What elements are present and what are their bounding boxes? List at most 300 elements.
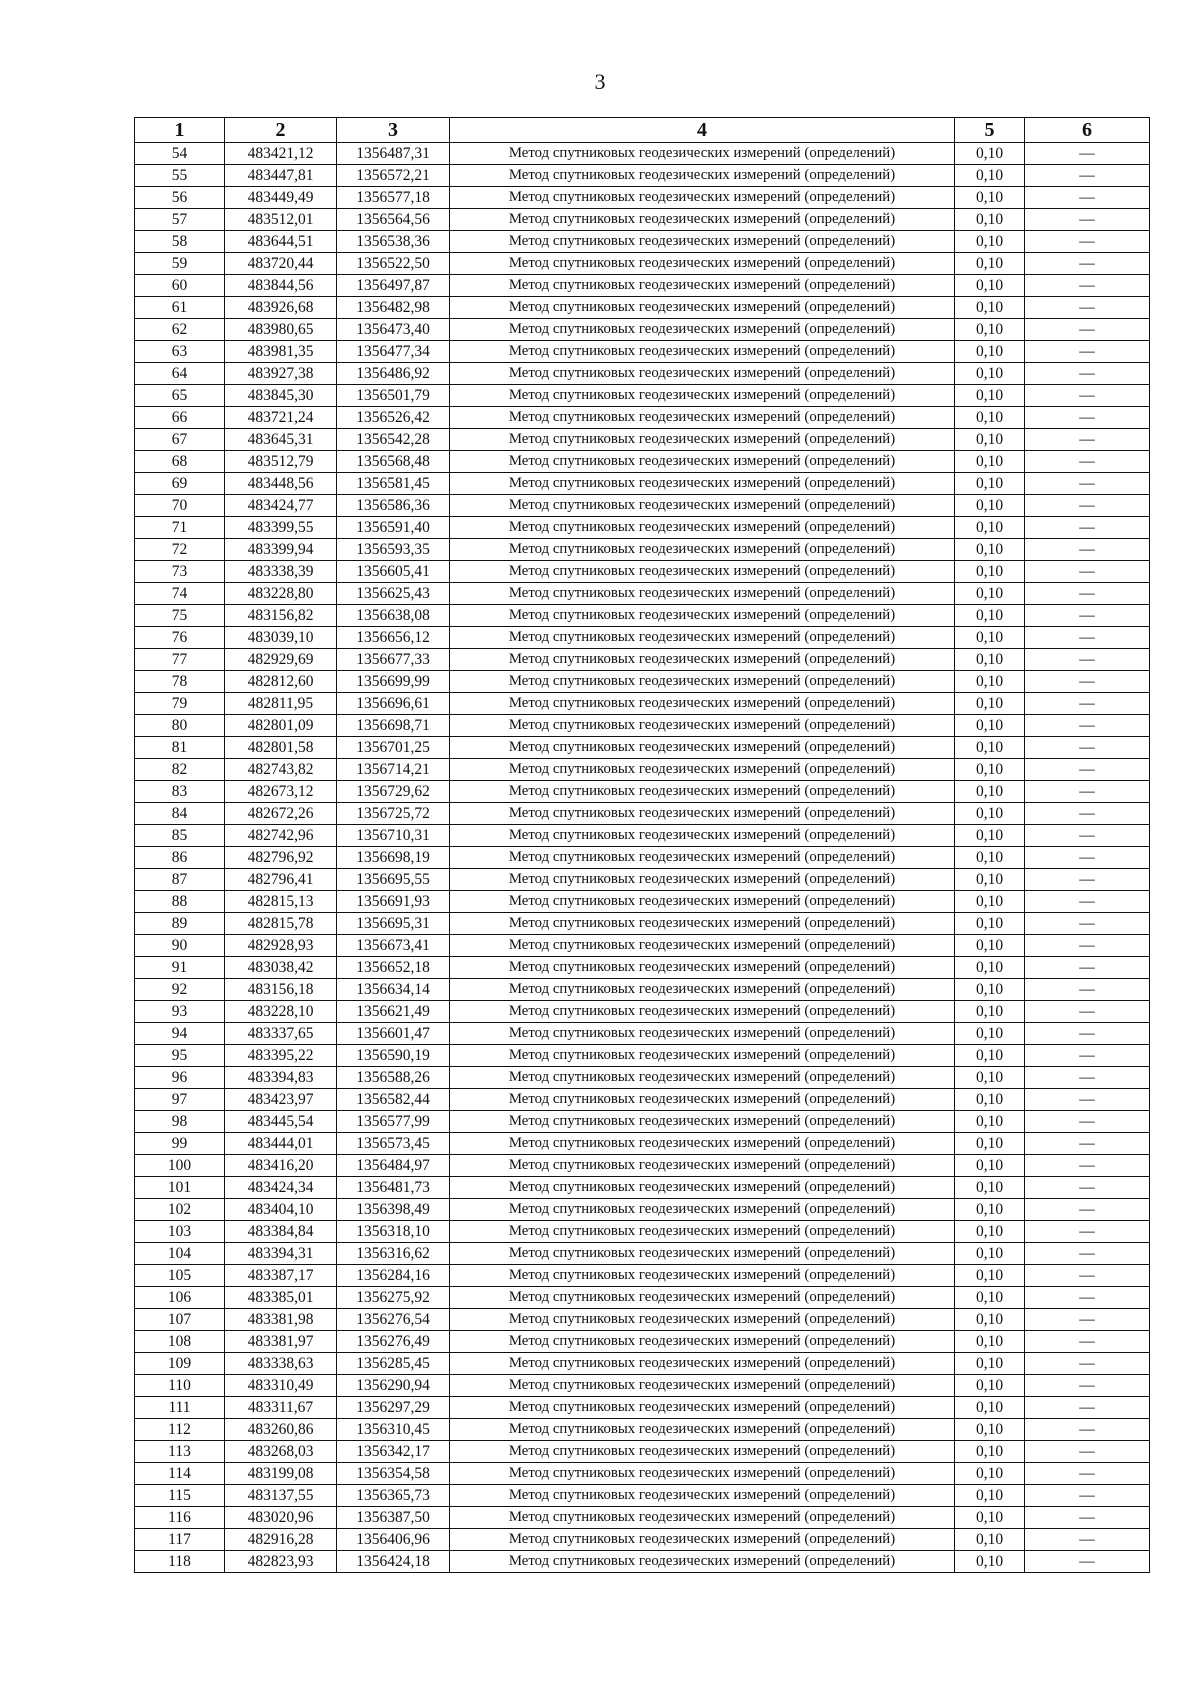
- table-row: [135, 715, 1150, 737]
- cell-accuracy: 0,10: [955, 1485, 1025, 1507]
- cell-accuracy: 0,10: [955, 517, 1025, 539]
- cell-y: 1356297,29: [337, 1397, 450, 1419]
- cell-x: 483424,77: [225, 495, 337, 517]
- cell-point-number: 95: [135, 1045, 225, 1067]
- cell-point-number: 87: [135, 869, 225, 891]
- cell-y: 1356387,50: [337, 1507, 450, 1529]
- table-row: [135, 781, 1150, 803]
- cell-accuracy: 0,10: [955, 407, 1025, 429]
- cell-y: 1356729,62: [337, 781, 450, 803]
- cell-accuracy: 0,10: [955, 363, 1025, 385]
- cell-point-number: 69: [135, 473, 225, 495]
- header-cell-method: 4: [450, 118, 955, 143]
- cell-x: 483310,49: [225, 1375, 337, 1397]
- cell-accuracy: 0,10: [955, 715, 1025, 737]
- cell-x: 482672,26: [225, 803, 337, 825]
- cell-description: —: [1025, 1419, 1150, 1441]
- cell-point-number: 84: [135, 803, 225, 825]
- cell-point-number: 79: [135, 693, 225, 715]
- cell-point-number: 57: [135, 209, 225, 231]
- cell-description: —: [1025, 1309, 1150, 1331]
- cell-method: Метод спутниковых геодезических измерений (определений): [450, 429, 955, 451]
- cell-y: 1356316,62: [337, 1243, 450, 1265]
- cell-point-number: 107: [135, 1309, 225, 1331]
- cell-description: —: [1025, 891, 1150, 913]
- cell-method: Метод спутниковых геодезических измерений (определений): [450, 495, 955, 517]
- cell-y: 1356497,87: [337, 275, 450, 297]
- cell-y: 1356484,97: [337, 1155, 450, 1177]
- cell-description: —: [1025, 1133, 1150, 1155]
- cell-accuracy: 0,10: [955, 1067, 1025, 1089]
- cell-method: Метод спутниковых геодезических измерений (определений): [450, 1463, 955, 1485]
- cell-point-number: 103: [135, 1221, 225, 1243]
- cell-point-number: 104: [135, 1243, 225, 1265]
- cell-x: 483156,18: [225, 979, 337, 1001]
- cell-point-number: 80: [135, 715, 225, 737]
- header-cell-description: 6: [1025, 118, 1150, 143]
- cell-accuracy: 0,10: [955, 1397, 1025, 1419]
- cell-description: —: [1025, 407, 1150, 429]
- cell-x: 483338,63: [225, 1353, 337, 1375]
- table-row: [135, 253, 1150, 275]
- table-row: [135, 1045, 1150, 1067]
- cell-y: 1356564,56: [337, 209, 450, 231]
- cell-y: 1356477,34: [337, 341, 450, 363]
- cell-x: 482796,92: [225, 847, 337, 869]
- cell-accuracy: 0,10: [955, 847, 1025, 869]
- cell-accuracy: 0,10: [955, 165, 1025, 187]
- table-row: [135, 803, 1150, 825]
- cell-description: —: [1025, 1551, 1150, 1573]
- cell-x: 483512,79: [225, 451, 337, 473]
- cell-method: Метод спутниковых геодезических измерений (определений): [450, 1001, 955, 1023]
- cell-description: —: [1025, 297, 1150, 319]
- cell-y: 1356538,36: [337, 231, 450, 253]
- table-row: [135, 759, 1150, 781]
- cell-accuracy: 0,10: [955, 561, 1025, 583]
- cell-point-number: 86: [135, 847, 225, 869]
- table-row: [135, 979, 1150, 1001]
- cell-point-number: 78: [135, 671, 225, 693]
- cell-y: 1356582,44: [337, 1089, 450, 1111]
- cell-accuracy: 0,10: [955, 869, 1025, 891]
- cell-description: —: [1025, 1243, 1150, 1265]
- cell-x: 483268,03: [225, 1441, 337, 1463]
- cell-accuracy: 0,10: [955, 737, 1025, 759]
- cell-x: 483844,56: [225, 275, 337, 297]
- cell-y: 1356522,50: [337, 253, 450, 275]
- cell-point-number: 99: [135, 1133, 225, 1155]
- cell-point-number: 111: [135, 1397, 225, 1419]
- cell-description: —: [1025, 1397, 1150, 1419]
- cell-method: Метод спутниковых геодезических измерений (определений): [450, 825, 955, 847]
- cell-accuracy: 0,10: [955, 143, 1025, 165]
- cell-y: 1356701,25: [337, 737, 450, 759]
- cell-method: Метод спутниковых геодезических измерений (определений): [450, 693, 955, 715]
- cell-method: Метод спутниковых геодезических измерений (определений): [450, 737, 955, 759]
- cell-y: 1356284,16: [337, 1265, 450, 1287]
- cell-point-number: 109: [135, 1353, 225, 1375]
- cell-accuracy: 0,10: [955, 957, 1025, 979]
- cell-x: 483927,38: [225, 363, 337, 385]
- table-row: [135, 1199, 1150, 1221]
- table-row: [135, 363, 1150, 385]
- table-row: [135, 1551, 1150, 1573]
- cell-y: 1356342,17: [337, 1441, 450, 1463]
- cell-x: 483385,01: [225, 1287, 337, 1309]
- table-row: [135, 1331, 1150, 1353]
- cell-description: —: [1025, 1287, 1150, 1309]
- cell-x: 483039,10: [225, 627, 337, 649]
- cell-y: 1356652,18: [337, 957, 450, 979]
- cell-accuracy: 0,10: [955, 1045, 1025, 1067]
- cell-y: 1356577,18: [337, 187, 450, 209]
- cell-method: Метод спутниковых геодезических измерений (определений): [450, 1111, 955, 1133]
- cell-point-number: 74: [135, 583, 225, 605]
- cell-point-number: 106: [135, 1287, 225, 1309]
- cell-accuracy: 0,10: [955, 451, 1025, 473]
- cell-y: 1356318,10: [337, 1221, 450, 1243]
- cell-method: Метод спутниковых геодезических измерений (определений): [450, 627, 955, 649]
- cell-accuracy: 0,10: [955, 1177, 1025, 1199]
- cell-method: Метод спутниковых геодезических измерений (определений): [450, 1375, 955, 1397]
- cell-description: —: [1025, 1529, 1150, 1551]
- cell-point-number: 58: [135, 231, 225, 253]
- cell-y: 1356677,33: [337, 649, 450, 671]
- cell-x: 482815,78: [225, 913, 337, 935]
- cell-y: 1356634,14: [337, 979, 450, 1001]
- table-row: [135, 1309, 1150, 1331]
- cell-x: 483399,94: [225, 539, 337, 561]
- cell-accuracy: 0,10: [955, 1243, 1025, 1265]
- cell-x: 483381,98: [225, 1309, 337, 1331]
- cell-point-number: 82: [135, 759, 225, 781]
- cell-point-number: 70: [135, 495, 225, 517]
- cell-point-number: 112: [135, 1419, 225, 1441]
- cell-y: 1356290,94: [337, 1375, 450, 1397]
- cell-description: —: [1025, 1111, 1150, 1133]
- cell-accuracy: 0,10: [955, 1265, 1025, 1287]
- cell-accuracy: 0,10: [955, 253, 1025, 275]
- cell-description: —: [1025, 165, 1150, 187]
- cell-y: 1356276,54: [337, 1309, 450, 1331]
- cell-y: 1356593,35: [337, 539, 450, 561]
- cell-y: 1356714,21: [337, 759, 450, 781]
- cell-x: 483394,83: [225, 1067, 337, 1089]
- table-row: [135, 319, 1150, 341]
- cell-y: 1356581,45: [337, 473, 450, 495]
- cell-point-number: 83: [135, 781, 225, 803]
- cell-accuracy: 0,10: [955, 935, 1025, 957]
- cell-point-number: 90: [135, 935, 225, 957]
- cell-y: 1356586,36: [337, 495, 450, 517]
- cell-method: Метод спутниковых геодезических измерений (определений): [450, 1353, 955, 1375]
- cell-description: —: [1025, 913, 1150, 935]
- cell-method: Метод спутниковых геодезических измерений (определений): [450, 275, 955, 297]
- cell-method: Метод спутниковых геодезических измерений (определений): [450, 341, 955, 363]
- cell-accuracy: 0,10: [955, 1001, 1025, 1023]
- cell-y: 1356482,98: [337, 297, 450, 319]
- cell-y: 1356695,31: [337, 913, 450, 935]
- cell-y: 1356285,45: [337, 1353, 450, 1375]
- cell-description: —: [1025, 605, 1150, 627]
- cell-point-number: 114: [135, 1463, 225, 1485]
- cell-description: —: [1025, 253, 1150, 275]
- cell-accuracy: 0,10: [955, 319, 1025, 341]
- table-row: [135, 1089, 1150, 1111]
- table-row: [135, 1243, 1150, 1265]
- cell-method: Метод спутниковых геодезических измерений (определений): [450, 847, 955, 869]
- cell-method: Метод спутниковых геодезических измерений (определений): [450, 715, 955, 737]
- table-row: [135, 1155, 1150, 1177]
- page-number: 3: [594, 69, 606, 94]
- cell-method: Метод спутниковых геодезических измерений (определений): [450, 1133, 955, 1155]
- table-row: [135, 1441, 1150, 1463]
- cell-point-number: 71: [135, 517, 225, 539]
- cell-y: 1356698,19: [337, 847, 450, 869]
- cell-method: Метод спутниковых геодезических измерений (определений): [450, 1551, 955, 1573]
- table-row: [135, 825, 1150, 847]
- cell-point-number: 96: [135, 1067, 225, 1089]
- cell-point-number: 77: [135, 649, 225, 671]
- cell-method: Метод спутниковых геодезических измерений (определений): [450, 649, 955, 671]
- cell-accuracy: 0,10: [955, 1375, 1025, 1397]
- cell-description: —: [1025, 451, 1150, 473]
- cell-x: 483720,44: [225, 253, 337, 275]
- cell-accuracy: 0,10: [955, 1529, 1025, 1551]
- table-row: [135, 869, 1150, 891]
- table-row: [135, 297, 1150, 319]
- table-row: [135, 671, 1150, 693]
- table-row: [135, 165, 1150, 187]
- cell-x: 483424,34: [225, 1177, 337, 1199]
- cell-accuracy: 0,10: [955, 1111, 1025, 1133]
- cell-method: Метод спутниковых геодезических измерений (определений): [450, 1155, 955, 1177]
- cell-method: Метод спутниковых геодезических измерений (определений): [450, 517, 955, 539]
- cell-method: Метод спутниковых геодезических измерений (определений): [450, 1441, 955, 1463]
- cell-point-number: 100: [135, 1155, 225, 1177]
- cell-point-number: 94: [135, 1023, 225, 1045]
- coordinates-table: [134, 117, 1150, 1573]
- table-row: [135, 451, 1150, 473]
- cell-description: —: [1025, 363, 1150, 385]
- cell-y: 1356424,18: [337, 1551, 450, 1573]
- table-row: [135, 517, 1150, 539]
- table-row: [135, 891, 1150, 913]
- cell-x: 482928,93: [225, 935, 337, 957]
- cell-description: —: [1025, 649, 1150, 671]
- cell-description: —: [1025, 143, 1150, 165]
- cell-description: —: [1025, 539, 1150, 561]
- cell-point-number: 115: [135, 1485, 225, 1507]
- cell-accuracy: 0,10: [955, 825, 1025, 847]
- table-row: [135, 209, 1150, 231]
- cell-accuracy: 0,10: [955, 1331, 1025, 1353]
- cell-x: 483721,24: [225, 407, 337, 429]
- cell-x: 483645,31: [225, 429, 337, 451]
- cell-method: Метод спутниковых геодезических измерений (определений): [450, 759, 955, 781]
- cell-x: 483448,56: [225, 473, 337, 495]
- cell-x: 483311,67: [225, 1397, 337, 1419]
- cell-method: Метод спутниковых геодезических измерений (определений): [450, 451, 955, 473]
- cell-method: Метод спутниковых геодезических измерений (определений): [450, 1485, 955, 1507]
- cell-accuracy: 0,10: [955, 1133, 1025, 1155]
- table-row: [135, 693, 1150, 715]
- cell-x: 482796,41: [225, 869, 337, 891]
- cell-description: —: [1025, 1331, 1150, 1353]
- cell-description: —: [1025, 1199, 1150, 1221]
- cell-accuracy: 0,10: [955, 759, 1025, 781]
- cell-description: —: [1025, 187, 1150, 209]
- cell-description: —: [1025, 627, 1150, 649]
- cell-point-number: 64: [135, 363, 225, 385]
- cell-y: 1356275,92: [337, 1287, 450, 1309]
- cell-point-number: 101: [135, 1177, 225, 1199]
- table-row: [135, 913, 1150, 935]
- cell-accuracy: 0,10: [955, 495, 1025, 517]
- cell-x: 482673,12: [225, 781, 337, 803]
- cell-description: —: [1025, 1375, 1150, 1397]
- cell-y: 1356276,49: [337, 1331, 450, 1353]
- cell-point-number: 54: [135, 143, 225, 165]
- cell-accuracy: 0,10: [955, 209, 1025, 231]
- cell-x: 482811,95: [225, 693, 337, 715]
- cell-method: Метод спутниковых геодезических измерений (определений): [450, 1507, 955, 1529]
- cell-x: 483395,22: [225, 1045, 337, 1067]
- cell-description: —: [1025, 385, 1150, 407]
- cell-method: Метод спутниковых геодезических измерений (определений): [450, 913, 955, 935]
- cell-accuracy: 0,10: [955, 1155, 1025, 1177]
- cell-description: —: [1025, 1221, 1150, 1243]
- cell-accuracy: 0,10: [955, 539, 1025, 561]
- cell-description: —: [1025, 1485, 1150, 1507]
- cell-y: 1356354,58: [337, 1463, 450, 1485]
- cell-description: —: [1025, 231, 1150, 253]
- cell-method: Метод спутниковых геодезических измерений (определений): [450, 1177, 955, 1199]
- cell-description: —: [1025, 1177, 1150, 1199]
- cell-description: —: [1025, 957, 1150, 979]
- table-row: [135, 627, 1150, 649]
- cell-method: Метод спутниковых геодезических измерений (определений): [450, 1287, 955, 1309]
- cell-x: 482801,58: [225, 737, 337, 759]
- cell-y: 1356473,40: [337, 319, 450, 341]
- cell-description: —: [1025, 473, 1150, 495]
- cell-x: 482815,13: [225, 891, 337, 913]
- cell-method: Метод спутниковых геодезических измерений (определений): [450, 583, 955, 605]
- table-row: [135, 1397, 1150, 1419]
- cell-description: —: [1025, 671, 1150, 693]
- table-row: [135, 539, 1150, 561]
- cell-accuracy: 0,10: [955, 473, 1025, 495]
- cell-point-number: 66: [135, 407, 225, 429]
- cell-description: —: [1025, 561, 1150, 583]
- cell-point-number: 65: [135, 385, 225, 407]
- cell-point-number: 62: [135, 319, 225, 341]
- cell-x: 483020,96: [225, 1507, 337, 1529]
- table-row: [135, 473, 1150, 495]
- cell-accuracy: 0,10: [955, 649, 1025, 671]
- cell-y: 1356656,12: [337, 627, 450, 649]
- header-cell-accuracy: 5: [955, 118, 1025, 143]
- table-row: [135, 1463, 1150, 1485]
- cell-x: 483512,01: [225, 209, 337, 231]
- cell-description: —: [1025, 429, 1150, 451]
- table-row: [135, 275, 1150, 297]
- cell-y: 1356621,49: [337, 1001, 450, 1023]
- cell-y: 1356542,28: [337, 429, 450, 451]
- cell-y: 1356501,79: [337, 385, 450, 407]
- header-cell-point-number: 1: [135, 118, 225, 143]
- table-header: [135, 118, 1150, 143]
- cell-point-number: 93: [135, 1001, 225, 1023]
- cell-accuracy: 0,10: [955, 385, 1025, 407]
- cell-method: Метод спутниковых геодезических измерений (определений): [450, 363, 955, 385]
- cell-accuracy: 0,10: [955, 1089, 1025, 1111]
- cell-x: 483156,82: [225, 605, 337, 627]
- cell-x: 482916,28: [225, 1529, 337, 1551]
- cell-method: Метод спутниковых геодезических измерений (определений): [450, 187, 955, 209]
- cell-accuracy: 0,10: [955, 1507, 1025, 1529]
- cell-y: 1356568,48: [337, 451, 450, 473]
- cell-point-number: 102: [135, 1199, 225, 1221]
- cell-point-number: 116: [135, 1507, 225, 1529]
- cell-description: —: [1025, 935, 1150, 957]
- cell-description: —: [1025, 825, 1150, 847]
- cell-description: —: [1025, 781, 1150, 803]
- cell-method: Метод спутниковых геодезических измерений (определений): [450, 1089, 955, 1111]
- cell-x: 483644,51: [225, 231, 337, 253]
- cell-y: 1356365,73: [337, 1485, 450, 1507]
- cell-description: —: [1025, 693, 1150, 715]
- cell-y: 1356601,47: [337, 1023, 450, 1045]
- table-row: [135, 429, 1150, 451]
- cell-x: 483926,68: [225, 297, 337, 319]
- cell-point-number: 81: [135, 737, 225, 759]
- cell-point-number: 110: [135, 1375, 225, 1397]
- cell-description: —: [1025, 319, 1150, 341]
- cell-y: 1356487,31: [337, 143, 450, 165]
- cell-point-number: 60: [135, 275, 225, 297]
- cell-accuracy: 0,10: [955, 231, 1025, 253]
- cell-point-number: 98: [135, 1111, 225, 1133]
- cell-x: 483394,31: [225, 1243, 337, 1265]
- cell-method: Метод спутниковых геодезических измерений (определений): [450, 143, 955, 165]
- cell-description: —: [1025, 1089, 1150, 1111]
- cell-description: —: [1025, 847, 1150, 869]
- cell-method: Метод спутниковых геодезических измерений (определений): [450, 385, 955, 407]
- cell-y: 1356691,93: [337, 891, 450, 913]
- cell-y: 1356577,99: [337, 1111, 450, 1133]
- cell-y: 1356638,08: [337, 605, 450, 627]
- cell-x: 483416,20: [225, 1155, 337, 1177]
- cell-point-number: 105: [135, 1265, 225, 1287]
- table-row: [135, 1265, 1150, 1287]
- cell-description: —: [1025, 583, 1150, 605]
- cell-method: Метод спутниковых геодезических измерений (определений): [450, 671, 955, 693]
- cell-description: —: [1025, 1265, 1150, 1287]
- cell-x: 483228,10: [225, 1001, 337, 1023]
- cell-point-number: 67: [135, 429, 225, 451]
- cell-method: Метод спутниковых геодезических измерений (определений): [450, 165, 955, 187]
- cell-description: —: [1025, 495, 1150, 517]
- cell-accuracy: 0,10: [955, 627, 1025, 649]
- cell-point-number: 61: [135, 297, 225, 319]
- cell-y: 1356725,72: [337, 803, 450, 825]
- cell-y: 1356710,31: [337, 825, 450, 847]
- cell-accuracy: 0,10: [955, 913, 1025, 935]
- table-row: [135, 649, 1150, 671]
- cell-x: 482812,60: [225, 671, 337, 693]
